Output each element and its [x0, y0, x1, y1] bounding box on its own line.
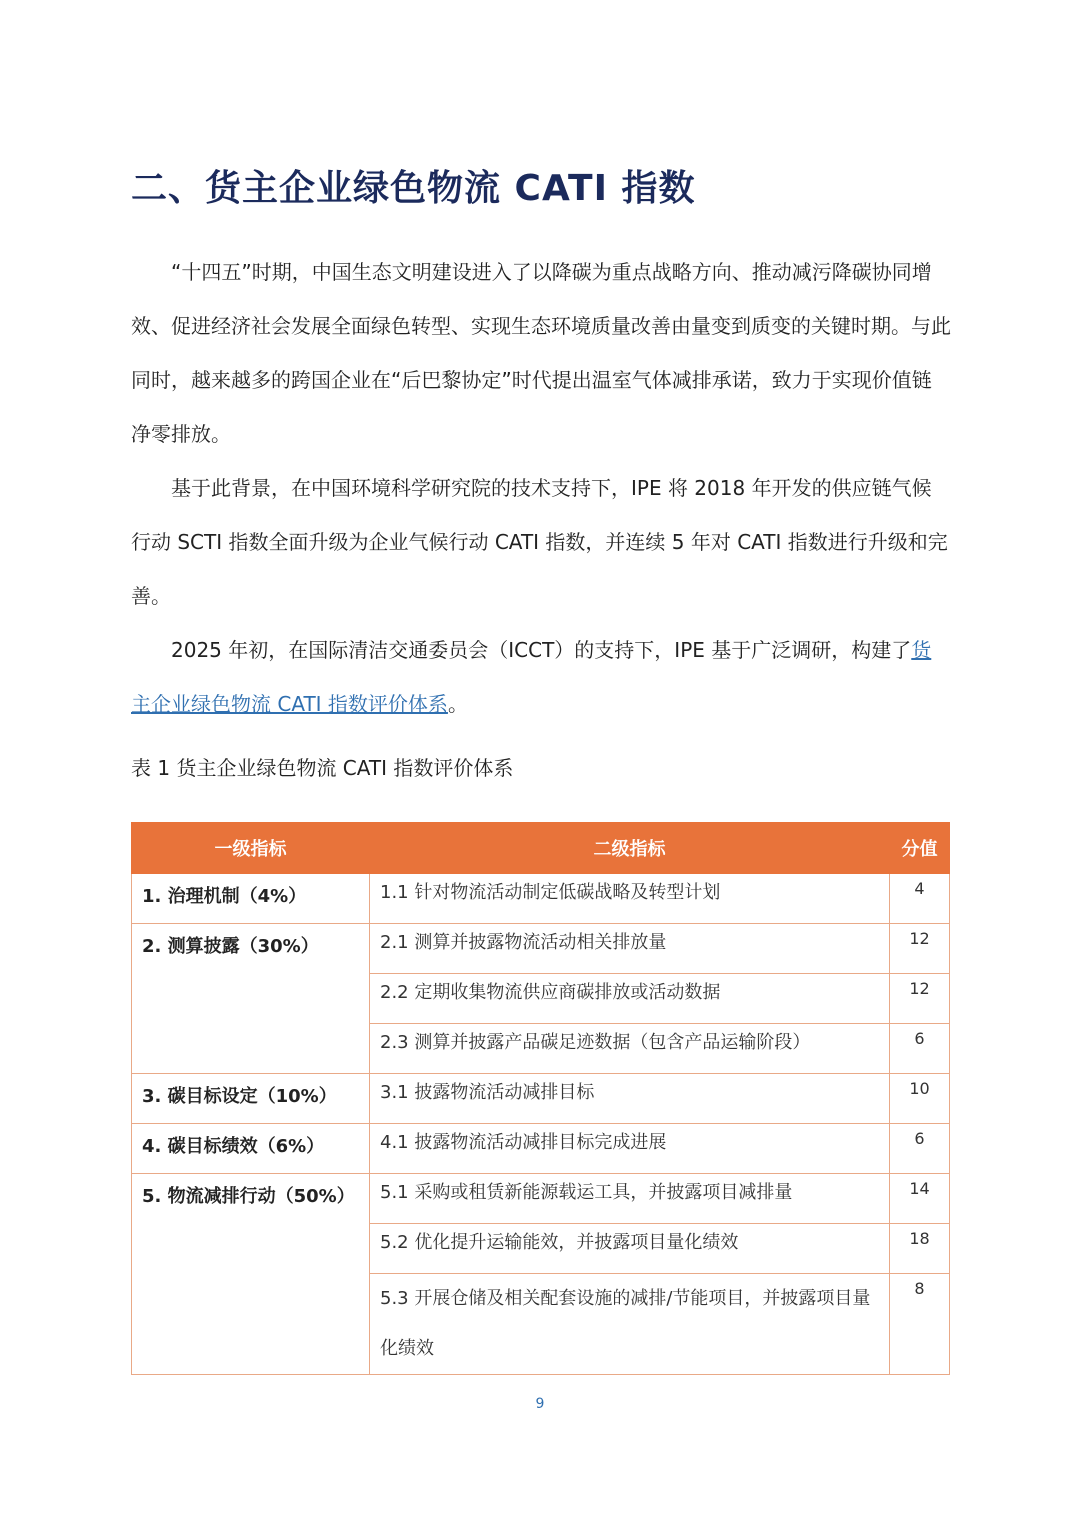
indicator-score: 4: [890, 874, 950, 924]
table-row: [132, 924, 950, 974]
level2-indicator: 2.3 测算并披露产品碳足迹数据（包含产品运输阶段）: [370, 1024, 890, 1074]
indicator-score: 6: [890, 1124, 950, 1174]
table-row: [132, 1124, 950, 1174]
level2-indicator: 5.2 优化提升运输能效，并披露项目量化绩效: [370, 1224, 890, 1274]
paragraph-framework-suffix: 。: [447, 692, 468, 716]
table-row: [132, 1174, 950, 1224]
level2-indicator: 3.1 披露物流活动减排目标: [370, 1074, 890, 1124]
header-score: 分值: [890, 823, 950, 874]
table-row: [132, 874, 950, 924]
paragraph-framework: [131, 623, 951, 731]
level2-indicator: 2.2 定期收集物流供应商碳排放或活动数据: [370, 974, 890, 1024]
table-header-row: [132, 823, 950, 874]
level1-indicator: 4. 碳目标绩效（6%）: [132, 1124, 370, 1174]
framework-link[interactable]: 货主企业绿色物流 CATI 指数评价体系: [131, 638, 932, 716]
header-level2: 二级指标: [370, 823, 890, 874]
indicator-score: 18: [890, 1224, 950, 1274]
paragraph-upgrade: 基于此背景，在中国环境科学研究院的技术支持下，IPE 将 2018 年开发的供应链气候行动 SCTI 指数全面升级为企业气候行动 CATI 指数，并连续 5 年对 CATI 指数进行升级和完善。: [131, 476, 948, 608]
table-row: [132, 1074, 950, 1124]
paragraph-framework-prefix: 2025 年初，在国际清洁交通委员会（ICCT）的支持下，IPE 基于广泛调研，构建了: [171, 638, 912, 662]
indicator-score: 8: [890, 1274, 950, 1375]
indicator-score: 6: [890, 1024, 950, 1074]
level2-indicator: 1.1 针对物流活动制定低碳战略及转型计划: [370, 874, 890, 924]
level2-indicator: 4.1 披露物流活动减排目标完成进展: [370, 1124, 890, 1174]
header-level1: 一级指标: [132, 823, 370, 874]
indicator-score: 10: [890, 1074, 950, 1124]
page-number: 9: [535, 1396, 545, 1412]
level1-indicator: 5. 物流减排行动（50%）: [132, 1174, 370, 1375]
level2-indicator: 2.1 测算并披露物流活动相关排放量: [370, 924, 890, 974]
paragraph-background: “十四五”时期，中国生态文明建设进入了以降碳为重点战略方向、推动减污降碳协同增效、促进经济社会发展全面绿色转型、实现生态环境质量改善由量变到质变的关键时期。与此同时，越来越多的跨国企业在“后巴黎协定”时代提出温室气体减排承诺，致力于实现价值链净零排放。: [131, 260, 951, 446]
level1-indicator: 2. 测算披露（30%）: [132, 924, 370, 1074]
level1-indicator: 3. 碳目标设定（10%）: [132, 1074, 370, 1124]
table-caption: 表 1 货主企业绿色物流 CATI 指数评价体系: [131, 756, 514, 780]
indicator-score: 12: [890, 974, 950, 1024]
section-title: 二、货主企业绿色物流 CATI 指数: [131, 168, 696, 209]
cati-index-table: [131, 822, 950, 1375]
indicator-score: 12: [890, 924, 950, 974]
level1-indicator: 1. 治理机制（4%）: [132, 874, 370, 924]
indicator-score: 14: [890, 1174, 950, 1224]
level2-indicator: 5.1 采购或租赁新能源载运工具，并披露项目减排量: [370, 1174, 890, 1224]
level2-indicator: 5.3 开展仓储及相关配套设施的减排/节能项目，并披露项目量化绩效: [370, 1274, 890, 1375]
